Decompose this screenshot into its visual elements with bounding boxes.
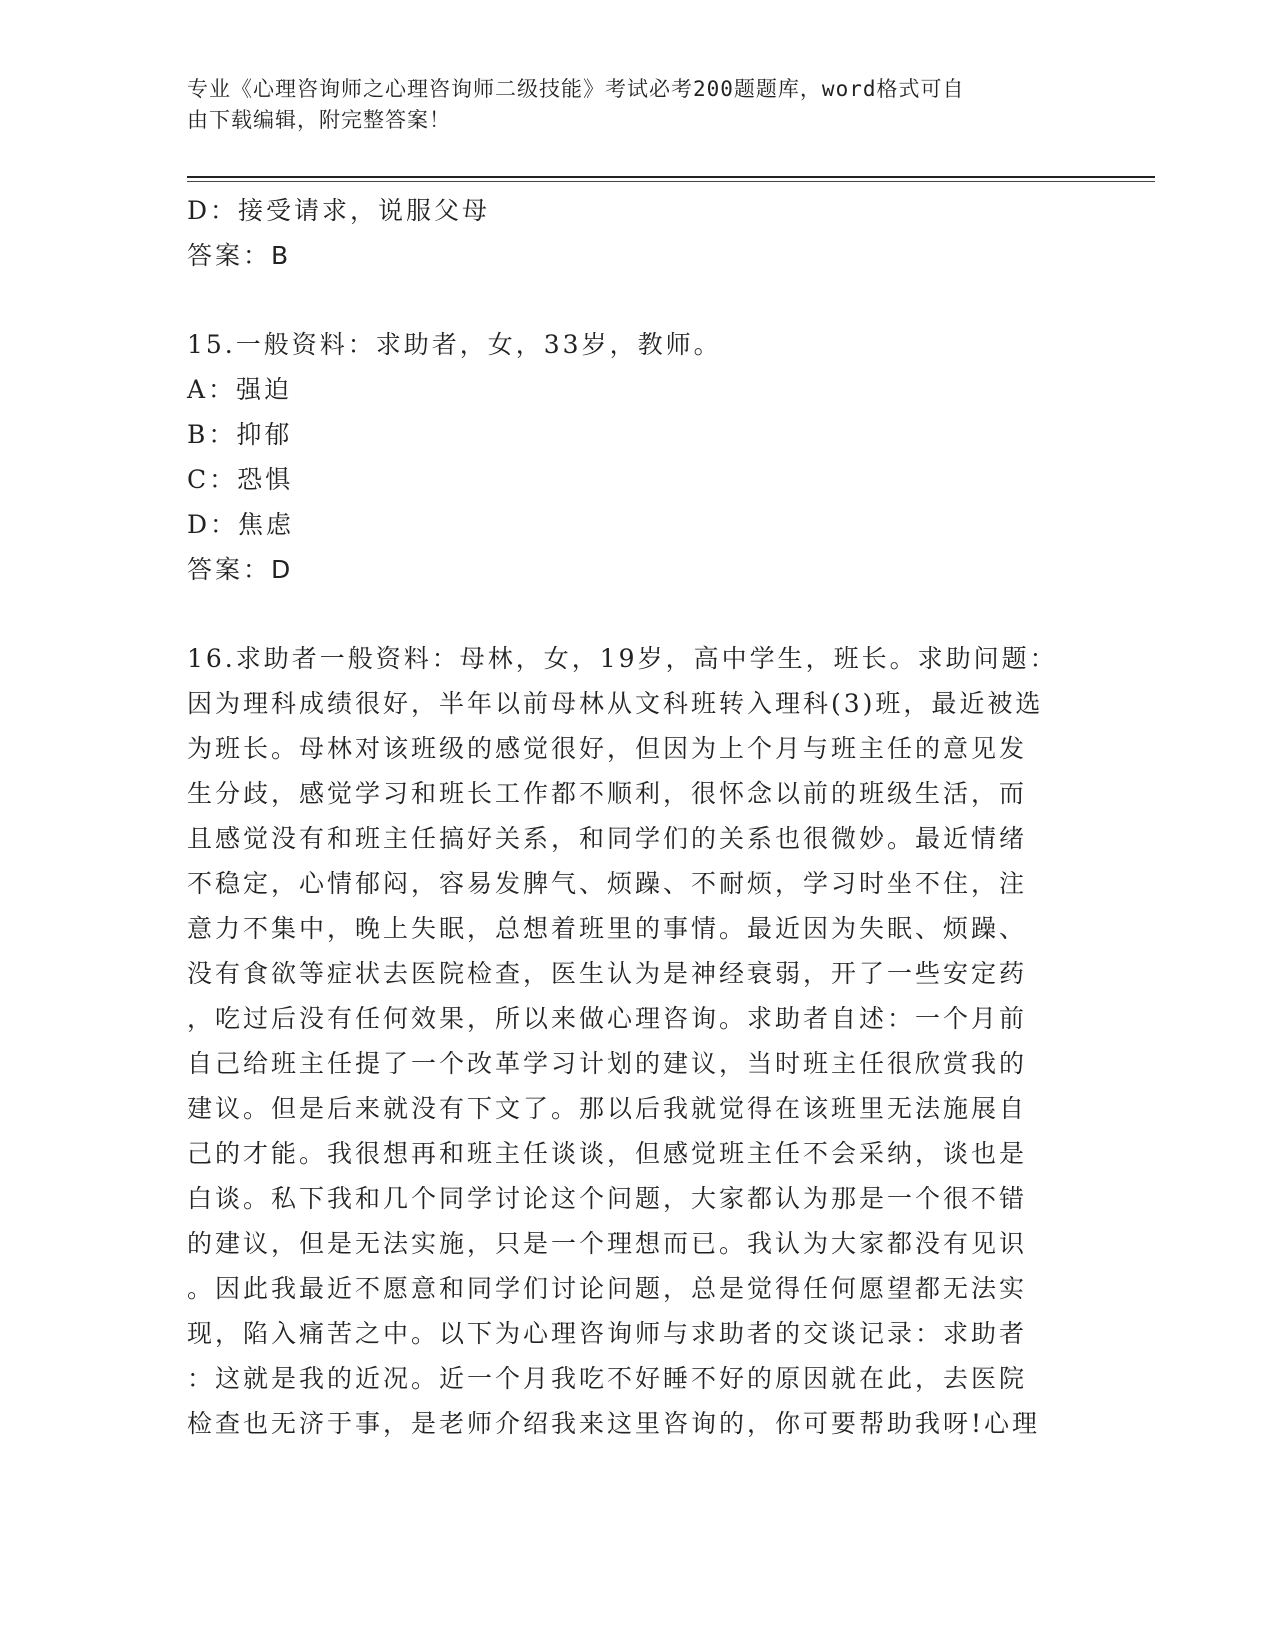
q15-option-a: A：强迫 bbox=[187, 375, 293, 404]
q16-line: 建议。但是后来就没有下文了。那以后我就觉得在该班里无法施展自 bbox=[187, 1094, 1028, 1123]
q15-answer: 答案：D bbox=[187, 555, 294, 584]
q16-line: 自己给班主任提了一个改革学习计划的建议，当时班主任很欣赏我的 bbox=[187, 1049, 1028, 1078]
q16-line: 16.求助者一般资料：母林，女，19岁，高中学生，班长。求助问题： bbox=[187, 644, 1058, 673]
q15-option-d: D：焦虑 bbox=[187, 510, 295, 539]
spacer bbox=[187, 592, 1087, 636]
q16-line: 的建议，但是无法实施，只是一个理想而已。我认为大家都没有见识 bbox=[187, 1229, 1028, 1258]
q16-line: 白谈。私下我和几个同学讨论这个问题，大家都认为那是一个很不错 bbox=[187, 1184, 1028, 1213]
header-rule-thin bbox=[187, 181, 1155, 182]
header-line-2: 由下载编辑，附完整答案！ bbox=[187, 108, 451, 132]
q15-option-b: B：抑郁 bbox=[187, 420, 293, 449]
q15-stem: 15.一般资料：求助者，女，33岁，教师。 bbox=[187, 330, 722, 359]
q16-line: 。因此我最近不愿意和同学们讨论问题，总是觉得任何愿望都无法实 bbox=[187, 1274, 1028, 1303]
q14-option-d: D：接受请求，说服父母 bbox=[187, 196, 491, 225]
q16-line: 生分歧，感觉学习和班长工作都不顺利，很怀念以前的班级生活，而 bbox=[187, 779, 1028, 808]
header-rule-thick bbox=[187, 176, 1155, 178]
q16-line: 不稳定，心情郁闷，容易发脾气、烦躁、不耐烦，学习时坐不住，注 bbox=[187, 869, 1028, 898]
q16-line: ：这就是我的近况。近一个月我吃不好睡不好的原因就在此，去医院 bbox=[187, 1364, 1028, 1393]
q16-line: 意力不集中，晚上失眠，总想着班里的事情。最近因为失眠、烦躁、 bbox=[187, 914, 1028, 943]
q16-line: 没有食欲等症状去医院检查，医生认为是神经衰弱，开了一些安定药 bbox=[187, 959, 1028, 988]
page-header bbox=[187, 74, 1057, 136]
q16-line: 且感觉没有和班主任搞好关系，和同学们的关系也很微妙。最近情绪 bbox=[187, 824, 1028, 853]
q16-paragraph bbox=[187, 636, 1067, 1446]
spacer bbox=[187, 278, 1087, 322]
document-body bbox=[187, 188, 1087, 1446]
q16-line: 为班长。母林对该班级的感觉很好，但因为上个月与班主任的意见发 bbox=[187, 734, 1028, 763]
header-line-1: 专业《心理咨询师之心理咨询师二级技能》考试必考200题题库，word格式可自 bbox=[187, 77, 965, 101]
q16-line: 因为理科成绩很好，半年以前母林从文科班转入理科(3)班，最近被选 bbox=[187, 689, 1044, 718]
q16-line: 现，陷入痛苦之中。以下为心理咨询师与求助者的交谈记录：求助者 bbox=[187, 1319, 1028, 1348]
q14-answer: 答案：B bbox=[187, 241, 292, 270]
q16-line: 己的才能。我很想再和班主任谈谈，但感觉班主任不会采纳，谈也是 bbox=[187, 1139, 1028, 1168]
q16-line: 检查也无济于事，是老师介绍我来这里咨询的，你可要帮助我呀!心理 bbox=[187, 1409, 1041, 1438]
q16-line: ，吃过后没有任何效果，所以来做心理咨询。求助者自述：一个月前 bbox=[187, 1004, 1028, 1033]
q15-option-c: C：恐惧 bbox=[187, 465, 294, 494]
